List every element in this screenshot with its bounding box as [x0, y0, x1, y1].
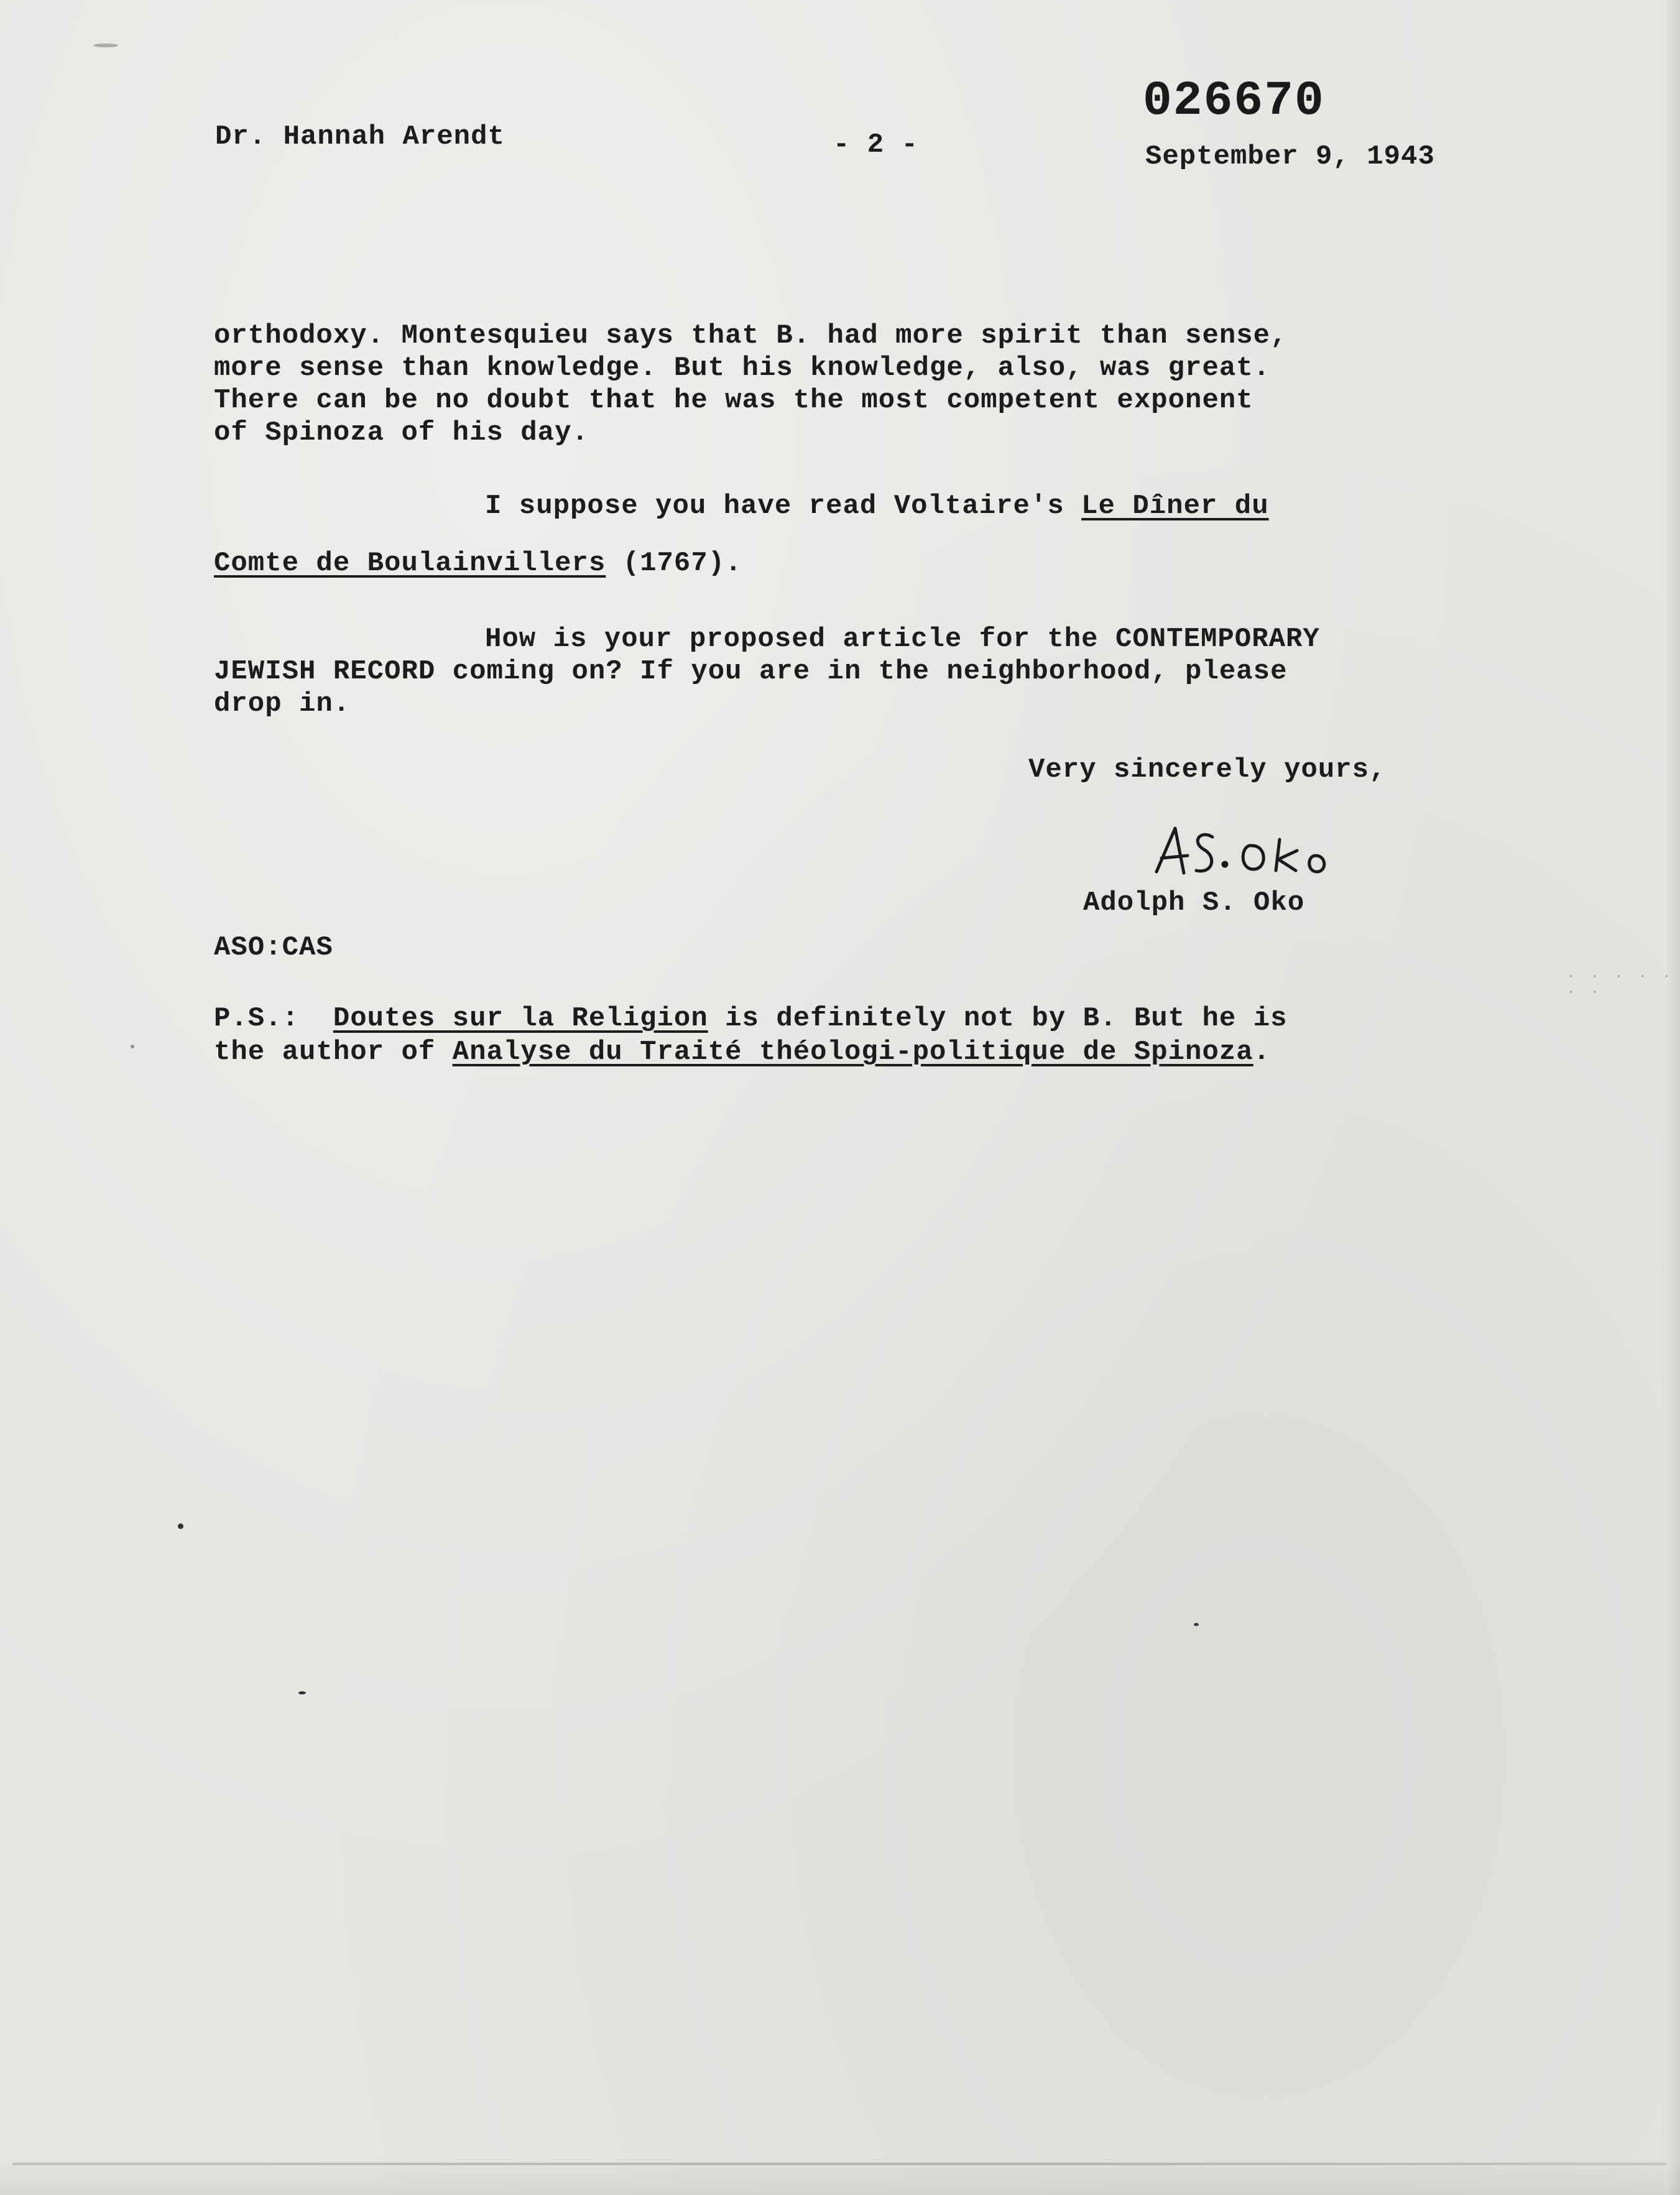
body-p1-line1: orthodoxy. Montesquieu says that B. had more spirit than sense, [214, 320, 1288, 351]
title-doutes-sur-la-religion: Doutes sur la Religion [333, 1003, 708, 1034]
postscript-line2-suffix: . [1253, 1037, 1271, 1068]
reference-initials: ASO:CAS [214, 932, 333, 963]
body-p1-line3: There can be no doubt that he was the most competent exponent [214, 385, 1253, 416]
scan-speck [178, 1523, 183, 1529]
scan-speck [298, 1691, 306, 1694]
title-analyse-du-traite: Analyse du Traité théologi-politique de Spinoza [452, 1037, 1253, 1068]
recipient-name: Dr. Hannah Arendt [215, 121, 505, 152]
page-edge-line [12, 2163, 1666, 2165]
letter-date: September 9, 1943 [1145, 141, 1435, 172]
title-comte-de-boulainvillers: Comte de Boulainvillers [214, 548, 606, 579]
document-number: 026670 [1143, 74, 1325, 129]
scan-speck [1194, 1623, 1199, 1626]
postscript-text1: is definitely not by B. But he is [708, 1003, 1288, 1034]
body-p3-line2: JEWISH RECORD coming on? If you are in the neighborhood, please [214, 656, 1288, 687]
scan-dots: · · · · · · · [1567, 969, 1674, 1000]
scan-speck [131, 1045, 134, 1048]
postscript-label: P.S.: [214, 1003, 300, 1034]
postscript-line2-prefix: the author of [214, 1037, 453, 1068]
handwritten-signature [1148, 815, 1347, 883]
scan-speck [93, 44, 118, 47]
body-p2-prefix: I suppose you have read Voltaire's [485, 491, 1082, 522]
body-p1-line2: more sense than knowledge. But his knowledge, also, was great. [214, 353, 1271, 384]
body-p2-suffix: (1767). [606, 548, 742, 579]
body-p3-line3: drop in. [214, 688, 351, 719]
page-edge-right [1665, 0, 1680, 2195]
closing-salutation: Very sincerely yours, [1028, 754, 1387, 785]
body-p3-line1: How is your proposed article for the CONTEMPORARY [485, 624, 1320, 655]
postscript-line1 [214, 1001, 1288, 1036]
body-p1-line4: of Spinoza of his day. [214, 417, 589, 448]
signatory-name: Adolph S. Oko [1083, 887, 1305, 918]
body-p2-line1 [485, 489, 1269, 524]
title-le-diner: Le Dîner du [1081, 491, 1269, 522]
page-number: - 2 - [833, 129, 919, 160]
postscript-line2 [214, 1035, 1270, 1070]
body-p2-line2 [214, 546, 742, 581]
